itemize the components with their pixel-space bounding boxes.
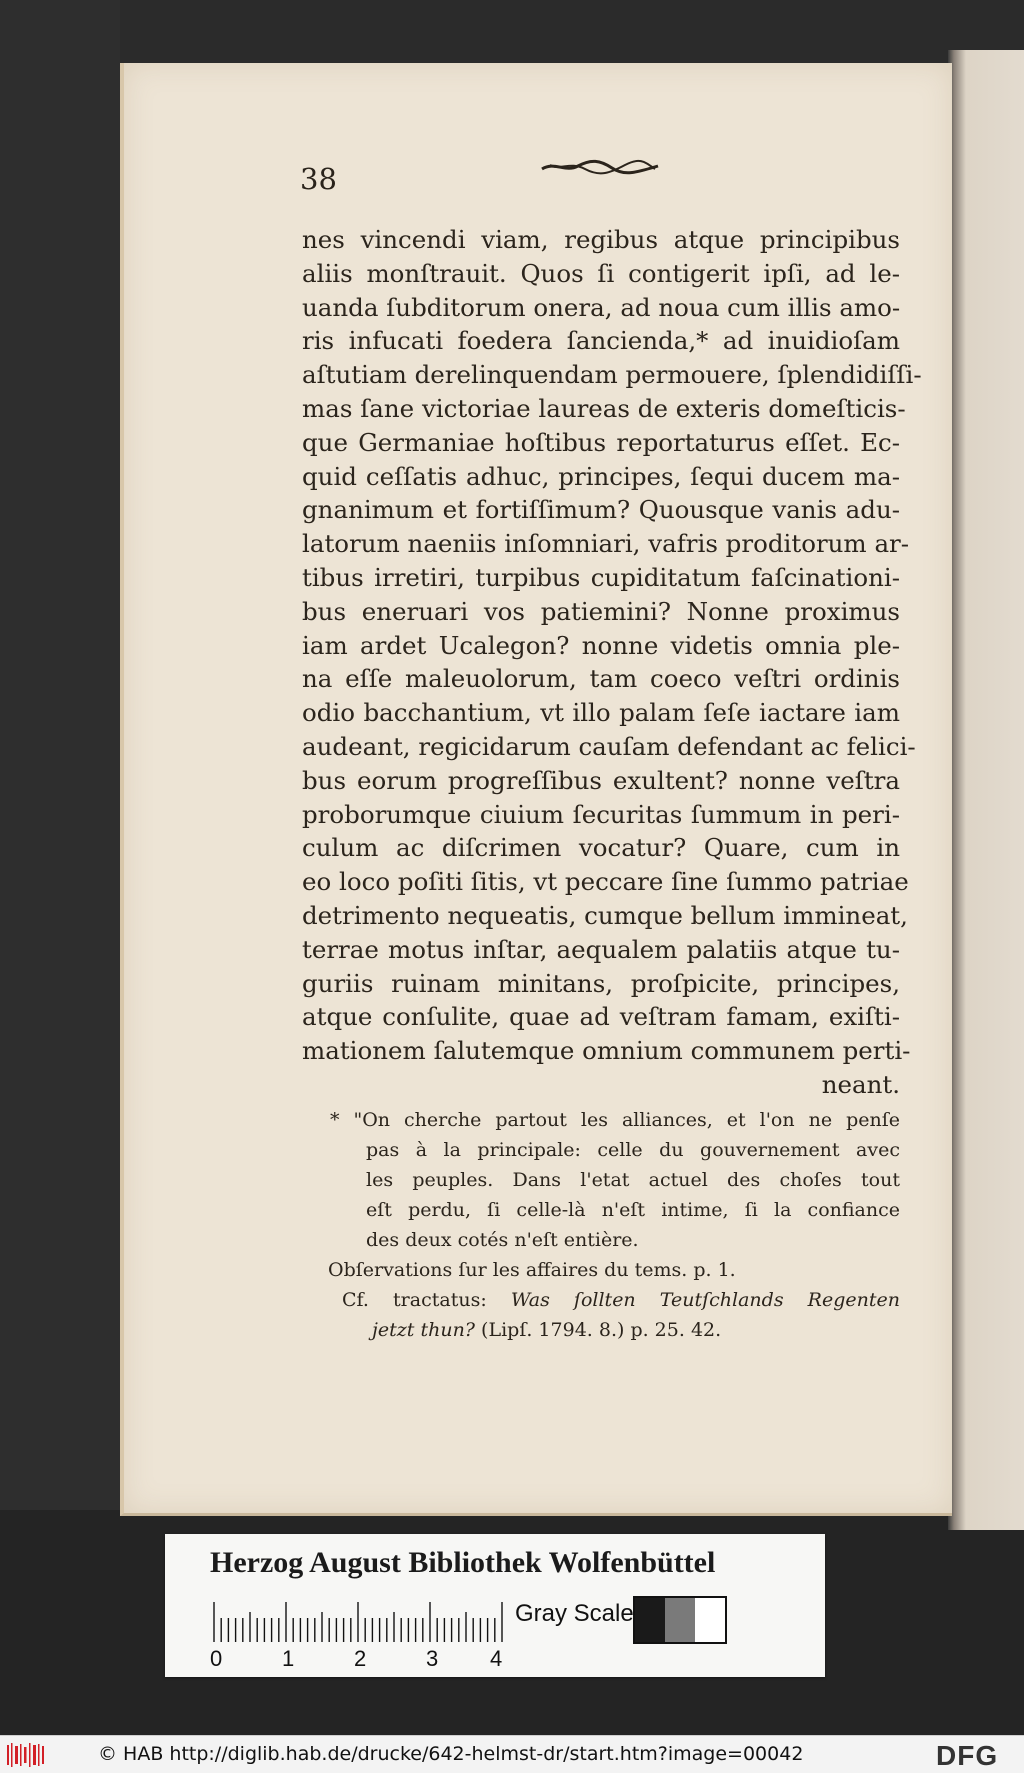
gray-scale-swatches: [633, 1596, 727, 1644]
text-line: audeant, regicidarum cauſam defendant ac felici-: [302, 731, 916, 761]
text-line: que Germaniae hoſtibus reportaturus eſſet. Ec-: [302, 427, 900, 457]
cf-title-cont: jetzt thun?: [372, 1319, 475, 1341]
text-line: tibus irretiri, turpibus cupiditatum faſcinationi-: [302, 562, 900, 592]
text-line: nes vincendi viam, regibus atque principibus: [302, 225, 900, 254]
text-line: aſtutiam derelinquendam permouere, ſplendidiſſi-: [302, 360, 922, 390]
ruler-number: 3: [426, 1646, 439, 1671]
text-line: quid ceſſatis adhuc, principes, ſequi ducem ma-: [302, 461, 900, 491]
text-line: bus eorum progreſſibus exultent? nonne veſtra: [302, 765, 900, 795]
text-line: gnanimum et fortiſſimum? Quousque vanis adu-: [302, 495, 900, 525]
text-line: odio bacchantium, vt illo palam ſeſe iactare iam: [302, 698, 900, 728]
swatch-white: [695, 1598, 725, 1642]
source-url: © HAB http://diglib.hab.de/drucke/642-helmst-dr/start.htm?image=00042: [98, 1743, 804, 1765]
background-left: [0, 0, 120, 1735]
cf-title: Was ſollten Teutſchlands Regenten: [510, 1289, 900, 1311]
main-text: [302, 223, 922, 1102]
text-line: ris infucati foedera ſancienda,* ad inuidioſam: [302, 326, 900, 356]
text-line: bus eneruari vos patiemini? Nonne proximus: [302, 596, 900, 626]
page-number: 38: [300, 162, 337, 196]
text-line: mationem ſalutemque omnium communem perti-: [302, 1036, 911, 1066]
footnote-line: eſt perdu, ſi celle-là n'eſt intime, ſi la confiance: [366, 1199, 900, 1221]
ruler-number: 2: [354, 1646, 367, 1671]
text-line: latorum naeniis inſomniari, vafris proditorum ar-: [302, 529, 910, 559]
text-line: culum ac diſcrimen vocatur? Quare, cum in: [302, 833, 900, 863]
footnotes: [330, 1105, 900, 1345]
swatch-black: [635, 1598, 665, 1642]
footnote-line: pas à la principale: celle du gouvernement avec: [366, 1139, 900, 1161]
footnote-line: des deux cotés n'eſt entière.: [366, 1229, 639, 1251]
text-line: aliis monſtrauit. Quos ſi contigerit ipſi, ad le-: [302, 258, 900, 288]
gray-scale-label: Gray Scale: [515, 1600, 634, 1627]
footnote-line: * "On cherche partout les alliances, et l'on ne penſe: [330, 1109, 900, 1131]
text-line: eo loco poſiti ſitis, vt peccare ſine ſummo patriae: [302, 867, 909, 897]
library-name: Herzog August Bibliothek Wolfenbüttel: [210, 1546, 716, 1579]
footnote-cf-cont: [330, 1315, 900, 1345]
text-line: neant.: [821, 1069, 900, 1099]
text-line: iam ardet Ucalegon? nonne videtis omnia ple-: [302, 630, 900, 660]
text-line: uanda ſubditorum onera, ad noua cum illis amo-: [302, 292, 901, 322]
ruler-number: 1: [282, 1646, 295, 1671]
color-scale-card: [165, 1534, 825, 1677]
text-line: na eſſe maleuolorum, tam coeco veſtri ordinis: [302, 664, 900, 694]
text-line: atque conſulite, quae ad veſtram famam, exiſti-: [302, 1002, 900, 1032]
text-line: mas ſane victoriae laureas de exteris domeſticis-: [302, 393, 906, 423]
footnote-source: Obſervations ſur les affaires du tems. p. 1.: [328, 1259, 736, 1281]
swatch-gray: [665, 1598, 695, 1642]
ruler-number: 4: [490, 1646, 503, 1671]
text-line: terrae motus inſtar, aequalem palatiis atque tu-: [302, 934, 900, 964]
text-line: detrimento nequeatis, cumque bellum immineat,: [302, 900, 908, 930]
footer-bar: [0, 1735, 1024, 1773]
ruler-number: 0: [210, 1646, 223, 1671]
cf-label: Cf. tractatus:: [342, 1289, 487, 1311]
text-line: guriis ruinam minitans, proſpicite, principes,: [302, 968, 900, 998]
dfg-logo: DFG: [936, 1740, 999, 1771]
footnote-cf: [330, 1285, 900, 1315]
adjacent-page-edge: [948, 50, 1024, 1530]
ornament-icon: [540, 157, 660, 177]
barcode-icon: [6, 1742, 46, 1768]
text-line: proborumque ciuium ſecuritas ſummum in peri-: [302, 799, 900, 829]
footnote-line: les peuples. Dans l'etat actuel des choſes tout: [366, 1169, 900, 1191]
cf-publication: (Lipſ. 1794. 8.) p. 25. 42.: [481, 1319, 722, 1341]
